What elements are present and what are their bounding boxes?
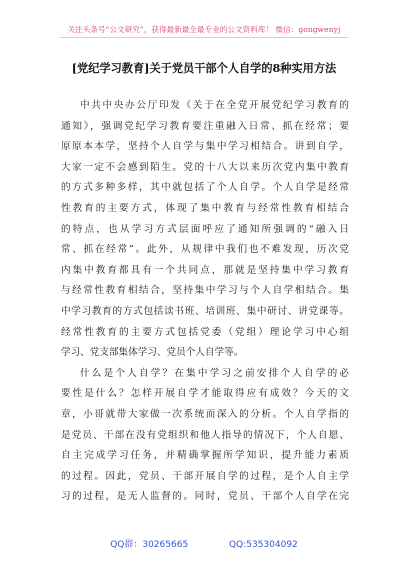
footer-qq-group: QQ群：30265665	[110, 540, 189, 550]
paragraph-1-line-2: 通知》，强调党纪学习教育要注重融入日常、抓在经常；要	[61, 120, 349, 132]
paragraph-1-line-11: 中学习教育的方式包括读书班、培训班、集中研讨、讲党课等。	[61, 305, 349, 317]
footer-qq-number: QQ:535304092	[229, 540, 298, 550]
paragraph-1-line-6: 性教育的主要方式，体现了集中教育与经常性教育相结合	[61, 202, 349, 214]
paragraph-2-line-4: 是党员、干部在没有党组织和他人指导的情况下，个人自愿、	[61, 429, 349, 441]
paragraph-1-line-4: 大家一定不会感到陌生。党的十八大以来历次党内集中教育	[61, 161, 349, 173]
header-divider	[60, 37, 348, 38]
paragraph-1-line-1: 中共中央办公厅印发《关于在全党开展党纪学习教育的	[80, 100, 349, 111]
paragraph-1-line-12: 经常性教育的主要方式包括党委（党组）理论学习中心组	[61, 326, 349, 338]
paragraph-2-line-7: 习的过程，是无人监督的。同时，党员、干部个人自学在完	[61, 491, 349, 503]
paragraph-1-line-3: 原原本本学，坚持个人自学与集中学习相结合。讲到自学，	[61, 141, 349, 153]
paragraph-2-line-6: 的过程。因此，党员、干部开展自学的过程，是个人自主学	[61, 470, 349, 482]
paragraph-2-line-2: 要性是什么？怎样开展自学才能取得应有成效？今天的文	[61, 388, 349, 400]
document-title: [党纪学习教育]关于党员干部个人自学的8种实用方法	[71, 61, 337, 75]
paragraph-2-line-1: 什么是个人自学？在集中学习之前安排个人自学的必	[80, 367, 349, 379]
paragraph-1-line-13: 学习、党支部集体学习、党员个人自学等。	[61, 347, 244, 359]
document-body	[61, 96, 349, 508]
paragraph-1-line-8: 常、抓在经常”。此外，从规律中我们也不难发现，历次党	[61, 244, 349, 256]
paragraph-2-line-5: 自主完成学习任务，并精确掌握所学知识，提升能力素质	[61, 450, 349, 462]
paragraph-1-line-9: 内集中教育都具有一个共同点，那就是坚持集中学习教育	[61, 264, 349, 276]
header-note: 关注头条号“公文研究”，获得最新最全最专业的公文资料库！ 微信：gongwenyj	[67, 25, 341, 34]
paragraph-1-line-7: 的特点，也从学习方式层面呼应了通知所强调的“融入日	[61, 223, 349, 235]
paragraph-1-line-10: 与经常性教育相结合，坚持集中学习与个人自学相结合。集	[61, 285, 349, 297]
footer-contact	[0, 537, 408, 550]
paragraph-2-line-3: 章，小哥就带大家做一次系统而深入的分析。个人自学指的	[61, 408, 349, 420]
paragraph-1-line-5: 的方式多种多样，其中就包括了个人自学。个人自学是经常	[61, 182, 349, 194]
